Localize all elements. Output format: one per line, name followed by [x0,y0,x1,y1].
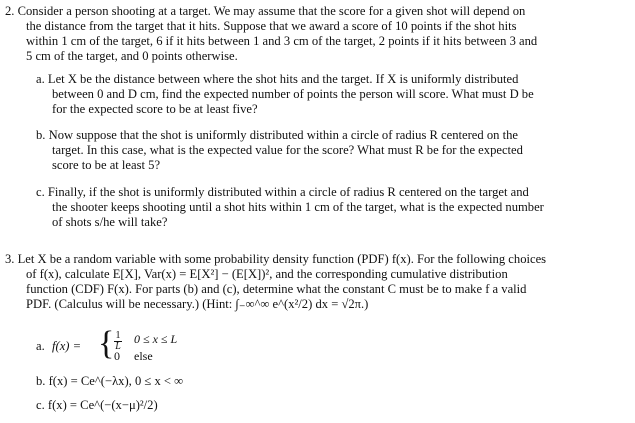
q3-line-2: of f(x), calculate E[X], Var(x) = E[X²] − (E[X])², and the corresponding cumulative distribution [26,267,508,281]
q2-line-2: the distance from the target that it hits. Suppose that we award a score of 10 points if the shot hits [26,19,517,33]
q3-line-1: 3. Let X be a random variable with some probability density function (PDF) f(x). For the following choices [5,252,547,266]
q2b-line-3: score to be at least 5? [52,158,161,172]
q3a-case2-value: 0 [114,349,120,363]
left-brace-icon: { [98,325,115,362]
q3a-denominator: L [115,341,121,352]
q3a-case2-condition: else [134,349,153,363]
q2a-line-3: for the expected score to be at least five? [52,102,258,116]
q3a-lhs: f(x) = [52,339,82,353]
q2c-line-2: the shooter keeps shooting until a shot hits within 1 cm of the target, what is the expected number [52,200,544,214]
q3-line-4: PDF. (Calculus will be necessary.) (Hint: ∫₋∞^∞ e^(x²/2) dx = √2π.) [26,297,369,311]
q3c-line: c. f(x) = Ce^(−(x−μ)²/2) [36,398,158,412]
q3a-piecewise [30,325,330,367]
q2-line-3: within 1 cm of the target, 6 if it hits between 1 and 3 cm of the target, 2 points if it hits between 3 and [26,34,538,48]
q2a-line-1: a. Let X be the distance between where the shot hits and the target. If X is uniformly distributed [36,72,519,86]
q2-line-4: 5 cm of the target, and 0 points otherwise. [26,49,238,63]
q2b-line-2: target. In this case, what is the expected value for the score? What must R be for the expected [52,143,523,157]
q2c-line-3: of shots s/he will take? [52,215,168,229]
q3a-label: a. [36,339,45,353]
q3a-case1-condition: 0 ≤ x ≤ L [134,332,178,346]
q3b-line: b. f(x) = Ce^(−λx), 0 ≤ x < ∞ [36,374,184,388]
q2c-line-1: c. Finally, if the shot is uniformly distributed within a circle of radius R centered on the target and [36,185,529,199]
q3-line-3: function (CDF) F(x). For parts (b) and (c), determine what the constant C must be to make f a valid [26,282,527,296]
q2b-line-1: b. Now suppose that the shot is uniformly distributed within a circle of radius R centered on the [36,128,518,142]
q2a-line-2: between 0 and D cm, find the expected number of points the person will score. What must D be [52,87,534,101]
q2-line-1: 2. Consider a person shooting at a target. We may assume that the score for a given shot will depend on [5,4,526,18]
q3a-numerator: 1 [115,330,121,341]
